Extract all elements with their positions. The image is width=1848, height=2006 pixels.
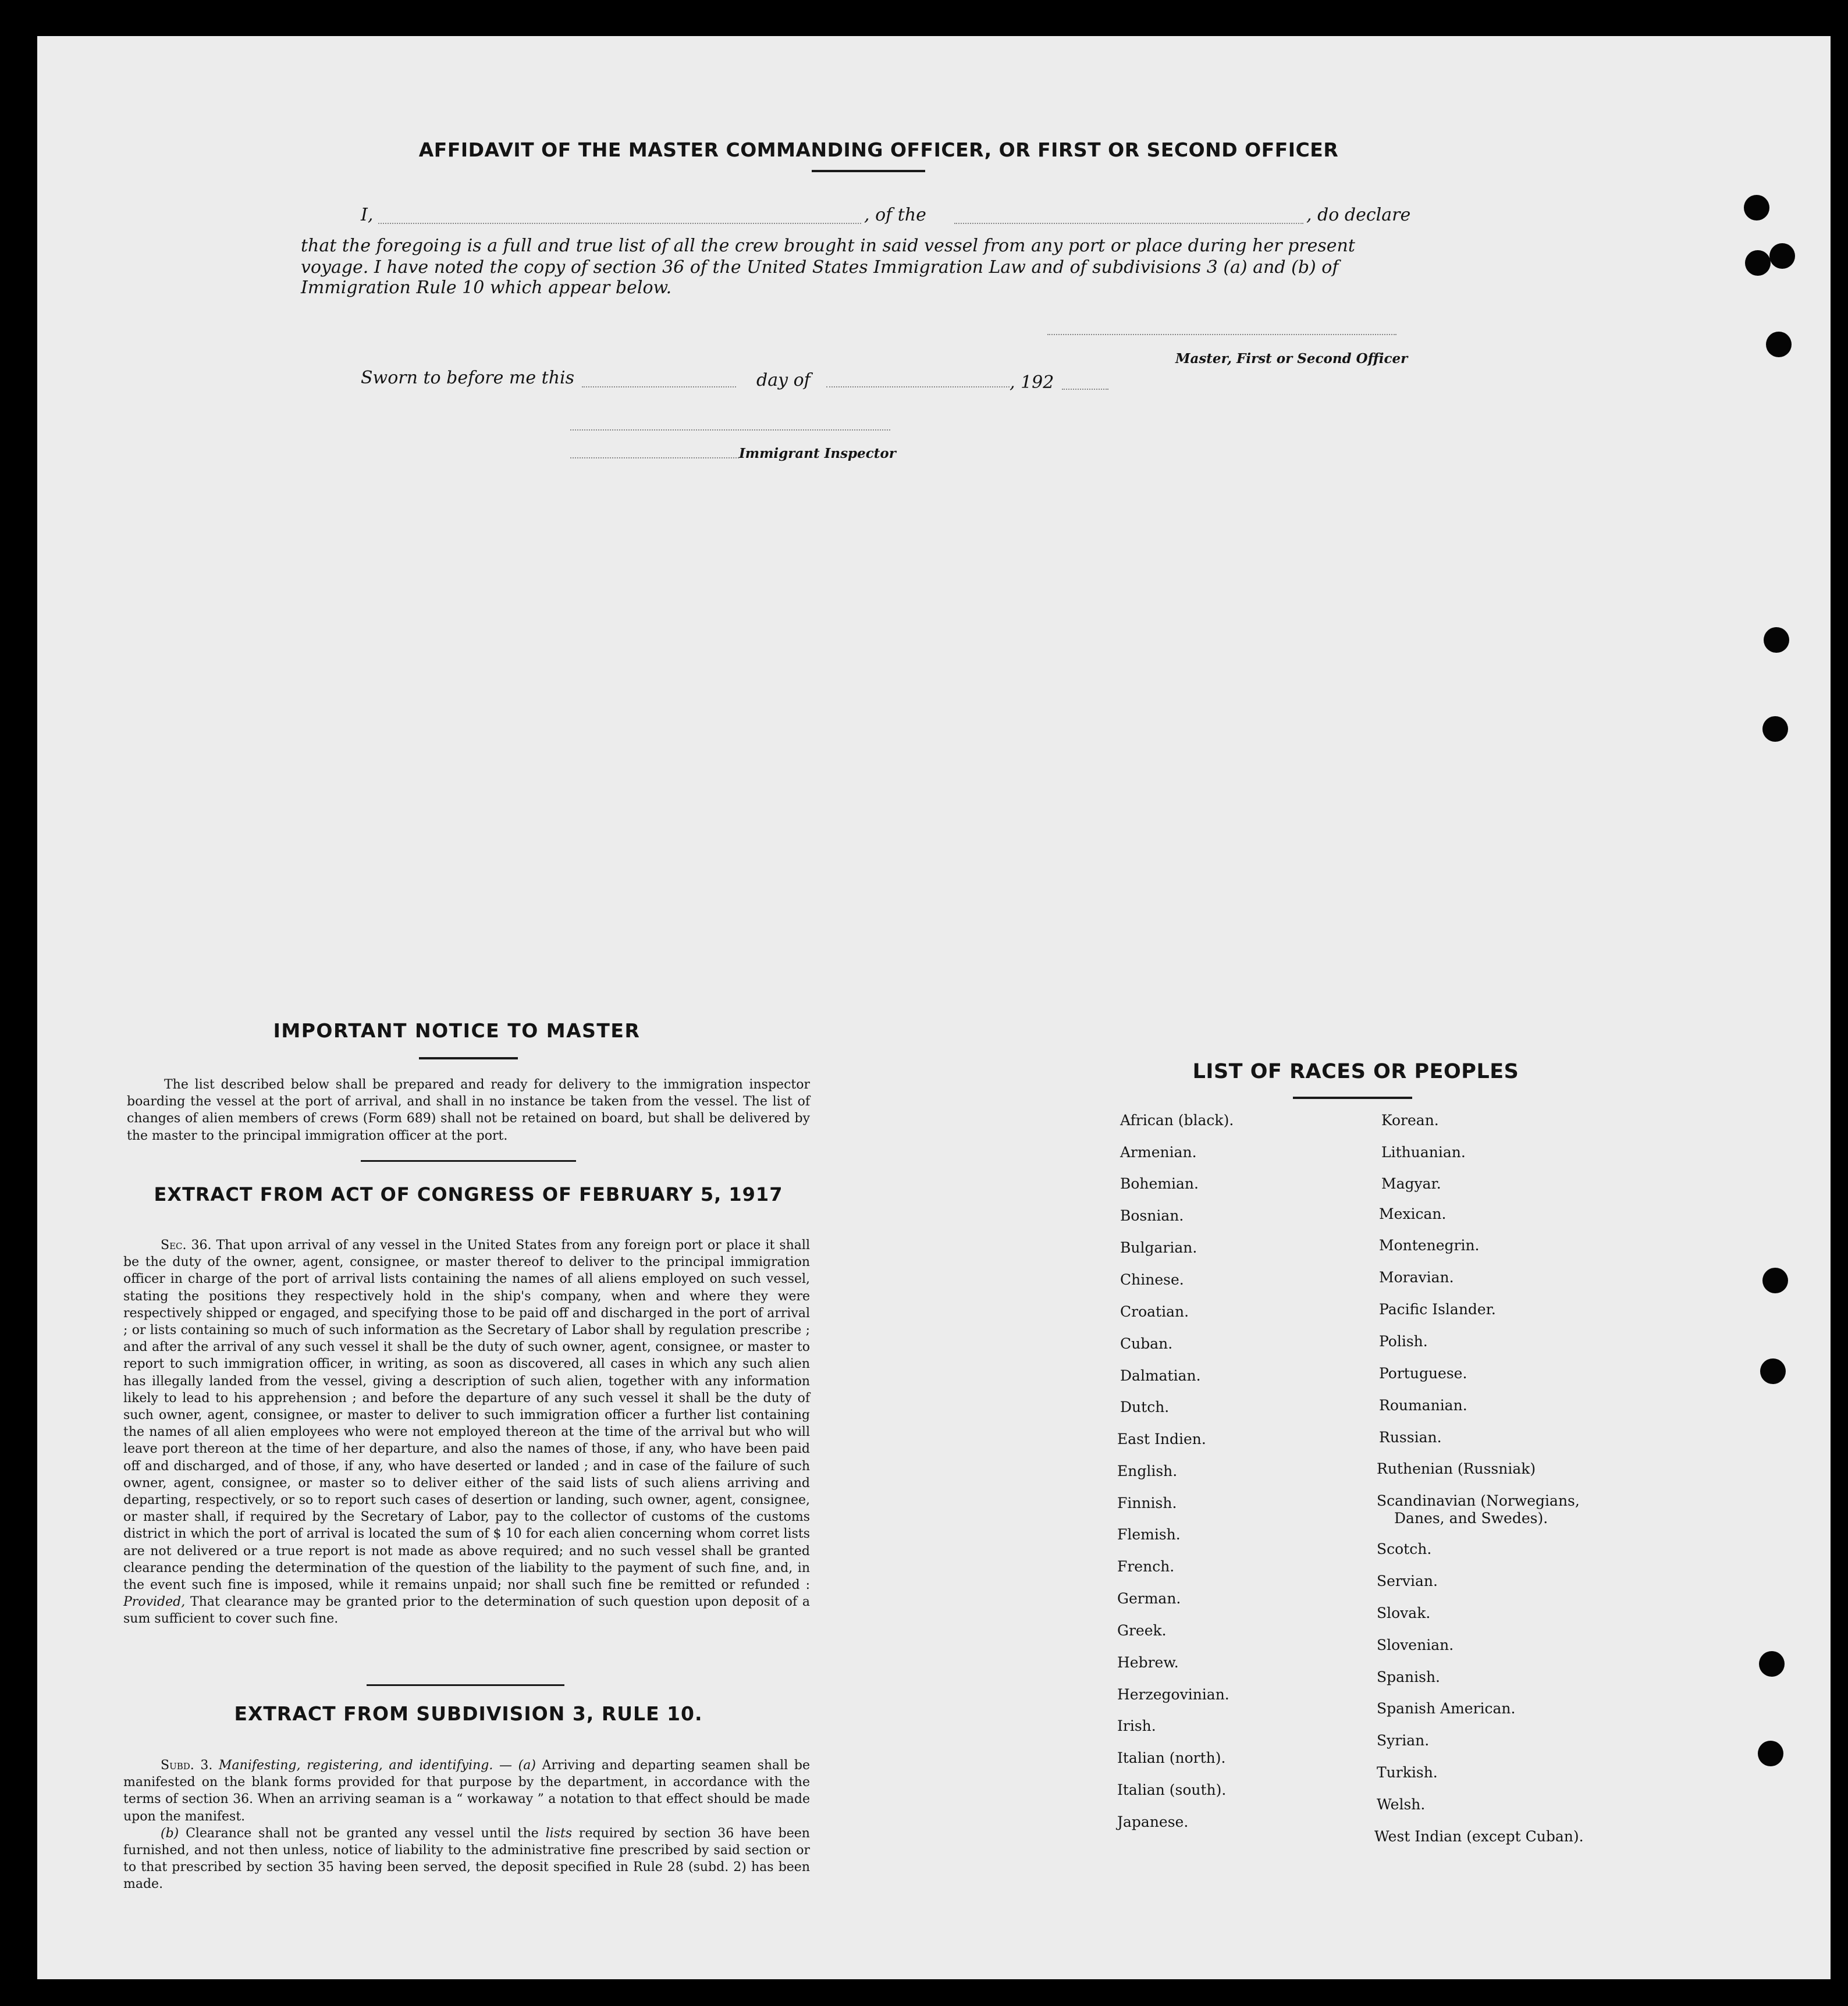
do-declare-label: , do declare [1306, 205, 1411, 225]
rule-title: EXTRACT FROM SUBDIVISION 3, RULE 10. [234, 1702, 703, 1725]
race-left: Armenian. [1120, 1144, 1197, 1161]
race-right: Spanish American. [1377, 1700, 1516, 1717]
inspector-caption: Immigrant Inspector [739, 446, 896, 461]
race-left: Greek. [1117, 1622, 1167, 1639]
race-right: Montenegrin. [1379, 1237, 1480, 1254]
race-right: Moravian. [1379, 1269, 1454, 1286]
races-title-rule [1293, 1097, 1412, 1099]
race-left: Cuban. [1120, 1335, 1173, 1352]
sworn-month-field[interactable] [826, 386, 1010, 387]
declarant-name-field[interactable] [378, 223, 861, 224]
race-right: West Indian (except Cuban). [1374, 1828, 1584, 1845]
punch-hole [1766, 332, 1792, 357]
notice-text: The list described below shall be prepared and ready for delivery to the immigration inspector boarding the vessel at the port of arrival, and shall in no instance be taken from the vessel. The list of changes of alien members of crews (Form 689) shall not be retained on board, but shall be delivered by the master to the principal immigration officer at the port. [127, 1077, 810, 1143]
race-right: Roumanian. [1379, 1397, 1467, 1414]
race-right: Polish. [1379, 1333, 1428, 1350]
punch-hole [1759, 1651, 1785, 1677]
race-right: Syrian. [1377, 1732, 1430, 1749]
affidavit-title-rule [812, 170, 925, 172]
race-left: Italian (north). [1117, 1749, 1226, 1766]
race-right: Pacific Islander. [1379, 1301, 1496, 1318]
sworn-day-field[interactable] [582, 386, 736, 387]
affidavit-line-1: that the foregoing is a full and true list of all the crew brought in said vessel from any port or place during her present [301, 236, 1355, 256]
punch-hole [1762, 1268, 1788, 1293]
inspector-signature-field[interactable] [570, 429, 890, 431]
of-the-label: , of the [864, 205, 926, 225]
notice-divider [361, 1160, 576, 1162]
race-left: Dalmatian. [1120, 1367, 1201, 1384]
document-page [37, 36, 1831, 1979]
race-left: Italian (south). [1117, 1781, 1227, 1798]
race-left: German. [1117, 1590, 1181, 1607]
act-text [123, 1237, 810, 1628]
race-right: Mexican. [1379, 1205, 1447, 1222]
notice-title-rule [419, 1057, 518, 1059]
race-left: Croatian. [1120, 1303, 1189, 1320]
inspector-signature-field-2[interactable] [570, 457, 739, 458]
act-body: That upon arrival of any vessel in the United States from any foreign port or place it shall be the duty of the owner, agent, consignee, or master thereof to deliver to the principal immigration officer in charge of the port of arrival lists containing the names of all aliens employed on such vessel, stating the positions they respectively hold in the ship's company, when and where they were respectively shipped or engaged, and specifying those to be paid off and discharged in the port of arrival ; or lists containing so much of such information as the Secretary of Labor shall by regulation prescribe ; and after the arrival of any such vessel it shall be the duty of such owner, agent, consignee, or master to report to such immigration officer, in writing, as soon as discovered, all cases in which any such alien has illegally landed from the vessel, giving a description of such alien, together with any information likely to lead to his apprehension ; and before the departure of any such vessel it shall be the duty of such owner, agent, consignee, or master to deliver to such immigration officer a further list containing the names of all alien employees who were not employed thereon at the time of the arrival but who will leave port thereon at the time of her departure, and also the names of those, if any, who have been paid off and discharged, and of those, if any, who have deserted or landed ; and in case of the failure of such owner, agent, consignee, or master so to deliver either of the said lists of such aliens arriving and departing, respectively, or so to report such cases of desertion or landing, such owner, agent, consignee, or master shall, if required by the Secretary of Labor, pay to the collector of customs of the customs district in which the port of arrival is located the sum of $ 10 for each alien concerning whom corret lists are not delivered or a true report is not made as above required; and no such vessel shall be granted clearance pending the determination of the question of the liability to the payment of such fine, and, in the event such fine is imposed, while it remains unpaid; nor shall such fine be remitted or refunded : [123, 1238, 810, 1593]
race-left: English. [1117, 1463, 1178, 1479]
race-left: French. [1117, 1558, 1175, 1575]
punch-hole [1744, 195, 1769, 220]
day-of-label: day of [756, 370, 811, 390]
punch-hole [1745, 250, 1771, 276]
affidavit-line-2: voyage. I have noted the copy of section 36 of the United States Immigration Law and of subdivisions 3 (a) and (b) of [301, 257, 1339, 278]
races-title: LIST OF RACES OR PEOPLES [1192, 1060, 1519, 1083]
master-caption: Master, First or Second Officer [1175, 351, 1408, 367]
race-right: Scandinavian (Norwegians, [1377, 1492, 1580, 1509]
act-section-label: Sec. 36. [161, 1238, 212, 1253]
race-left: Finnish. [1117, 1495, 1177, 1511]
race-left: Hebrew. [1117, 1654, 1179, 1671]
race-right: Slovenian. [1377, 1637, 1454, 1653]
notice-title: IMPORTANT NOTICE TO MASTER [273, 1019, 641, 1042]
year-label: , 192 [1010, 372, 1054, 393]
affidavit-line-3: Immigration Rule 10 which appear below. [301, 278, 672, 298]
race-right: Ruthenian (Russniak) [1377, 1460, 1536, 1477]
race-left: Irish. [1117, 1717, 1156, 1734]
race-left: Bohemian. [1120, 1175, 1199, 1192]
race-right: Portuguese. [1379, 1365, 1467, 1382]
act-tail: That clearance may be granted prior to the determination of such question upon deposit of a sum sufficient to cover such fine. [123, 1595, 811, 1627]
master-signature-field[interactable] [1047, 334, 1396, 335]
act-divider [367, 1684, 564, 1686]
race-right: Danes, and Swedes). [1394, 1510, 1548, 1527]
race-right: Turkish. [1377, 1764, 1438, 1781]
race-left: Japanese. [1117, 1813, 1189, 1830]
race-right: Lithuanian. [1381, 1144, 1466, 1161]
race-right: Scotch. [1377, 1541, 1432, 1557]
race-right: Korean. [1381, 1112, 1439, 1129]
act-provided: Provided, [123, 1595, 186, 1610]
declarant-label: I, [361, 205, 374, 225]
race-left: Dutch. [1120, 1399, 1170, 1415]
affidavit-title: AFFIDAVIT OF THE MASTER COMMANDING OFFICER, OR FIRST OR SECOND OFFICER [418, 138, 1339, 161]
race-left: Herzegovinian. [1117, 1686, 1229, 1703]
vessel-name-field[interactable] [954, 223, 1303, 224]
punch-hole [1762, 716, 1788, 742]
punch-hole [1760, 1358, 1786, 1384]
race-left: African (black). [1120, 1112, 1234, 1129]
sworn-year-field[interactable] [1062, 389, 1108, 390]
race-left: Flemish. [1117, 1526, 1181, 1543]
race-left: Chinese. [1120, 1271, 1184, 1288]
punch-hole [1758, 1741, 1783, 1766]
race-right: Slovak. [1377, 1605, 1431, 1621]
race-right: Magyar. [1381, 1175, 1441, 1192]
sworn-label: Sworn to before me this [361, 368, 575, 388]
rule-text: Subd. 3. Manifesting, registering, and identifying. — (a) Arriving and departing seamen shall be manifested on the blank forms provided for that purpose by the department, in accordance with the terms of section 36. When an arriving seaman is a “ workaway ” a notation to that effect should be made upon the manifest. (b) Clearance shall not be granted any vessel until the lists required by section 36 have been furnished, and not then unless, notice of liability to the administrative fine prescribed by said section or to that prescribed by section 35 having been served, the deposit specified in Rule 28 (subd. 2) has been made. [123, 1758, 810, 1892]
race-right: Welsh. [1377, 1796, 1426, 1813]
race-left: Bosnian. [1120, 1207, 1184, 1224]
race-left: Bulgarian. [1120, 1239, 1197, 1256]
punch-hole [1769, 243, 1795, 269]
act-title: EXTRACT FROM ACT OF CONGRESS OF FEBRUARY 5, 1917 [154, 1183, 783, 1205]
race-right: Russian. [1379, 1429, 1442, 1446]
race-left: East Indien. [1117, 1431, 1206, 1447]
punch-hole [1764, 627, 1789, 653]
race-right: Spanish. [1377, 1669, 1441, 1685]
race-right: Servian. [1377, 1573, 1438, 1589]
